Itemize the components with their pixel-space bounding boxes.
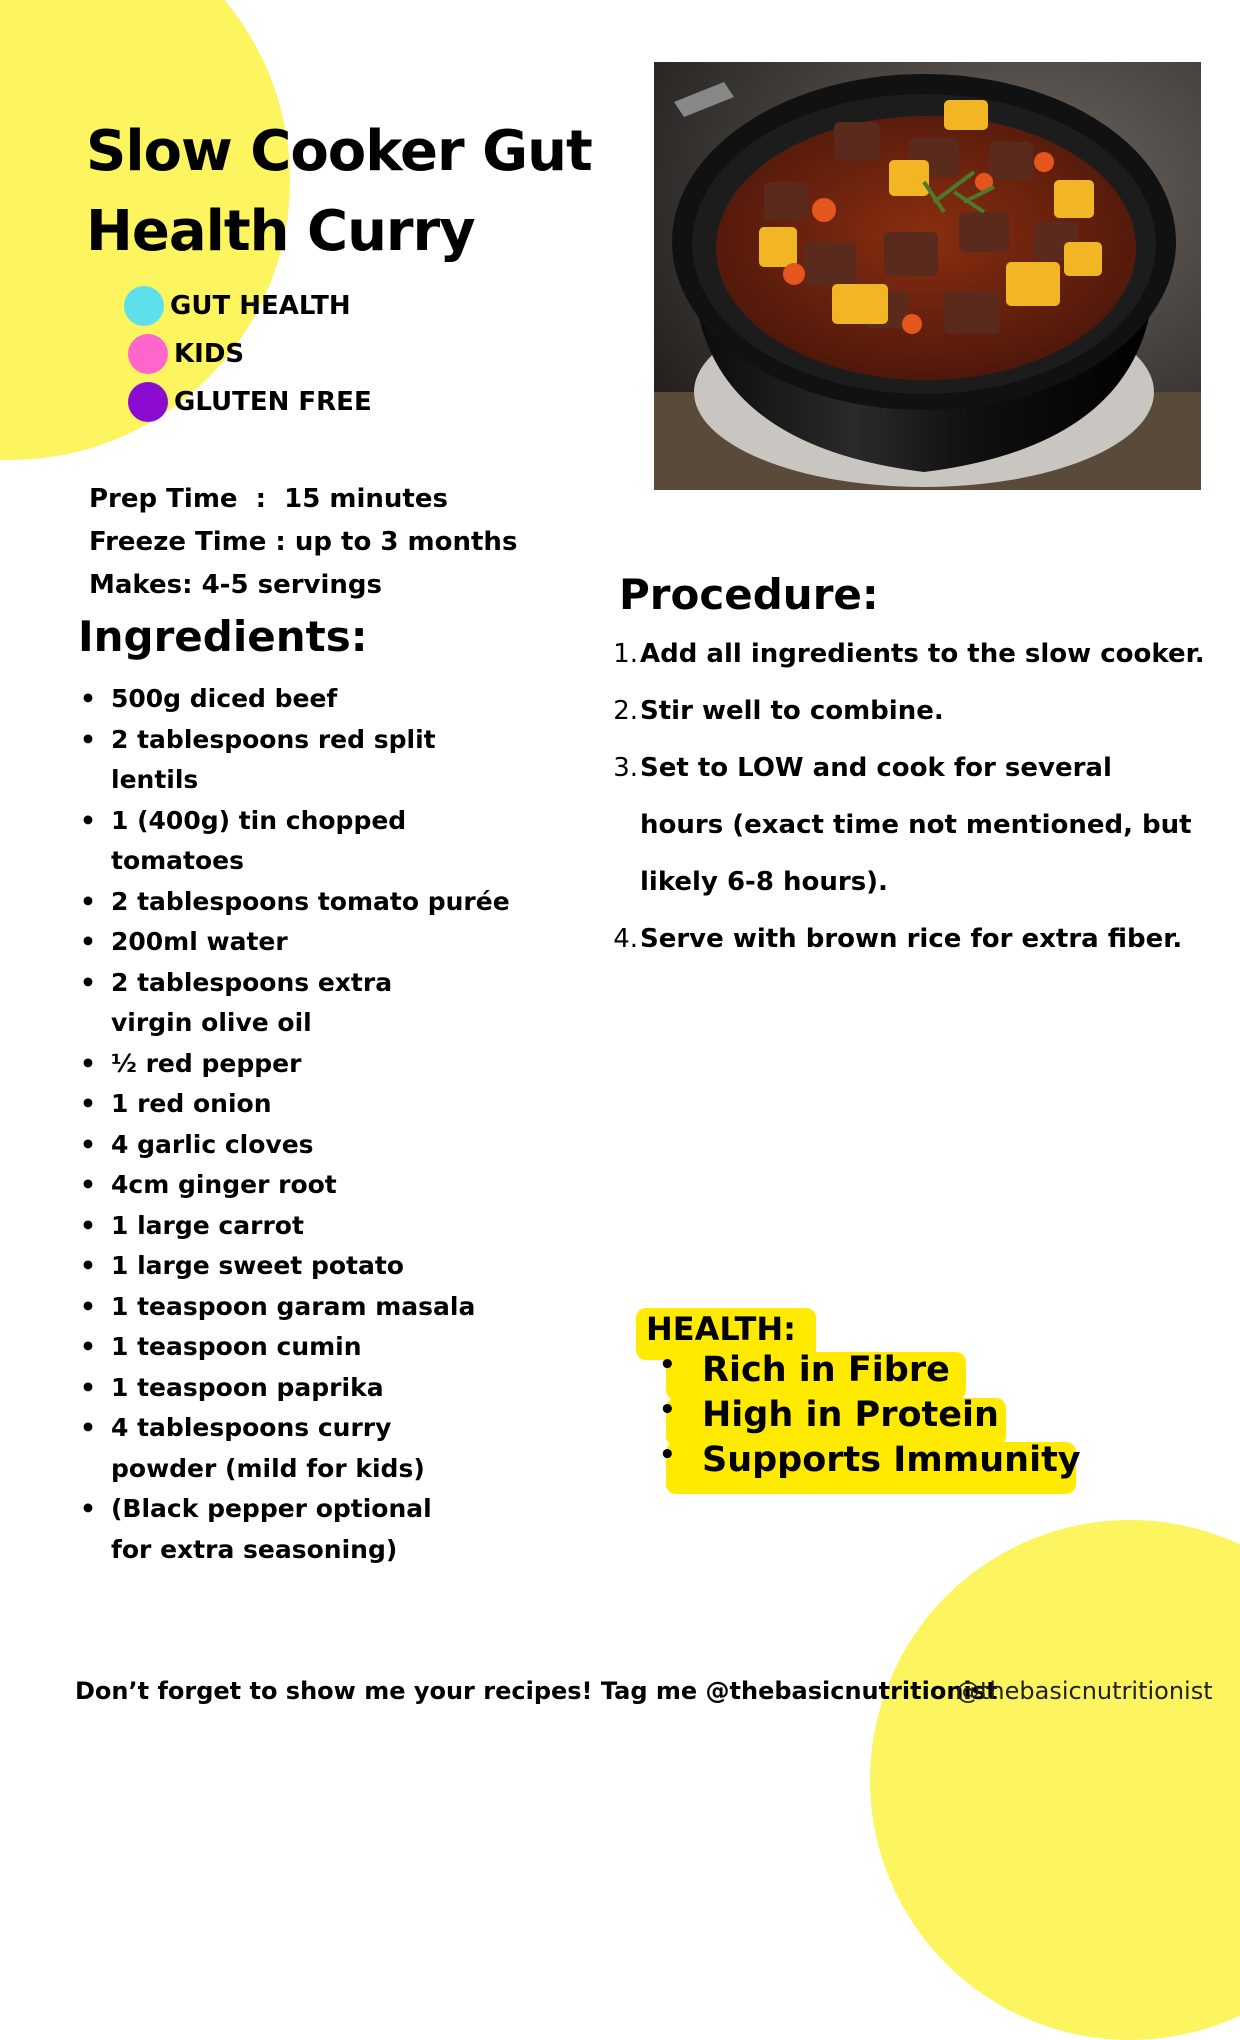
procedure-step [610, 911, 1210, 968]
procedure-step [610, 626, 1210, 683]
ingredient-item: • 4cm ginger root [80, 1165, 520, 1206]
recipe-meta [89, 478, 517, 607]
step-number: 1. [613, 639, 638, 669]
pink-dot-icon [128, 334, 168, 374]
ingredient-item: • 1 large carrot [80, 1206, 520, 1247]
tag-label: GUT HEALTH [170, 291, 351, 321]
ingredient-item: • 2 tablespoons tomato purée [80, 882, 520, 923]
step-number: 3. [613, 753, 638, 783]
ingredient-item: • 2 tablespoons red split lentils [80, 720, 520, 801]
step-text: Add all ingredients to the slow cooker. [640, 639, 1205, 669]
ingredient-item: • ½ red pepper [80, 1044, 520, 1085]
tag-label: KIDS [174, 339, 245, 369]
step-text: Stir well to combine. [640, 696, 944, 726]
footer-note: Don’t forget to show me your recipes! Tag me @thebasicnutritionist [75, 1677, 998, 1705]
health-benefit: • High in Protein [662, 1395, 999, 1435]
tag-kids [124, 330, 372, 378]
ingredients-heading: Ingredients: [78, 612, 368, 661]
ingredient-item: • 1 red onion [80, 1084, 520, 1125]
yellow-circle-decoration [870, 1520, 1240, 2040]
step-text: Serve with brown rice for extra fiber. [640, 924, 1183, 954]
tag-gluten-free [124, 378, 372, 426]
ingredient-item: • 2 tablespoons extra virgin olive oil [80, 963, 471, 1044]
servings: Makes: 4-5 servings [89, 570, 382, 600]
tag-label: GLUTEN FREE [174, 387, 372, 417]
recipe-title: Slow Cooker Gut Health Curry [86, 119, 592, 264]
slow-cooker-curry-image [654, 62, 1201, 490]
procedure-heading: Procedure: [619, 570, 879, 619]
step-number: 4. [613, 924, 638, 954]
step-text: Set to LOW and cook for several hours (exact time not mentioned, but likely 6-8 hours). [640, 753, 1192, 897]
ingredient-item: • 200ml water [80, 922, 520, 963]
procedure-list [610, 626, 1210, 968]
ingredient-item: • (Black pepper optional for extra seasoning) [80, 1489, 471, 1570]
cyan-dot-icon [124, 286, 164, 326]
prep-time: Prep Time : 15 minutes [89, 484, 448, 514]
ingredients-list [80, 679, 520, 1570]
ingredient-item: • 4 garlic cloves [80, 1125, 520, 1166]
health-benefit: • Rich in Fibre [662, 1350, 950, 1390]
ingredient-item: • 4 tablespoons curry powder (mild for kids) [80, 1408, 501, 1489]
ingredient-item: • 500g diced beef [80, 679, 520, 720]
social-handle: @thebasicnutritionist [956, 1677, 1213, 1705]
health-title: HEALTH: [646, 1310, 796, 1348]
tag-gut-health [124, 282, 372, 330]
step-number: 2. [613, 696, 638, 726]
purple-dot-icon [128, 382, 168, 422]
diet-tag-list [124, 282, 372, 426]
procedure-step [610, 683, 1210, 740]
ingredient-item: • 1 teaspoon cumin [80, 1327, 520, 1368]
procedure-step [610, 740, 1210, 911]
ingredient-item: • 1 (400g) tin chopped tomatoes [80, 801, 411, 882]
health-benefit: • Supports Immunity [662, 1440, 1081, 1480]
ingredient-item: • 1 teaspoon garam masala [80, 1287, 520, 1328]
freeze-time: Freeze Time : up to 3 months [89, 527, 518, 557]
ingredient-item: • 1 teaspoon paprika [80, 1368, 520, 1409]
ingredient-item: • 1 large sweet potato [80, 1246, 520, 1287]
curry-photo [654, 62, 1201, 490]
